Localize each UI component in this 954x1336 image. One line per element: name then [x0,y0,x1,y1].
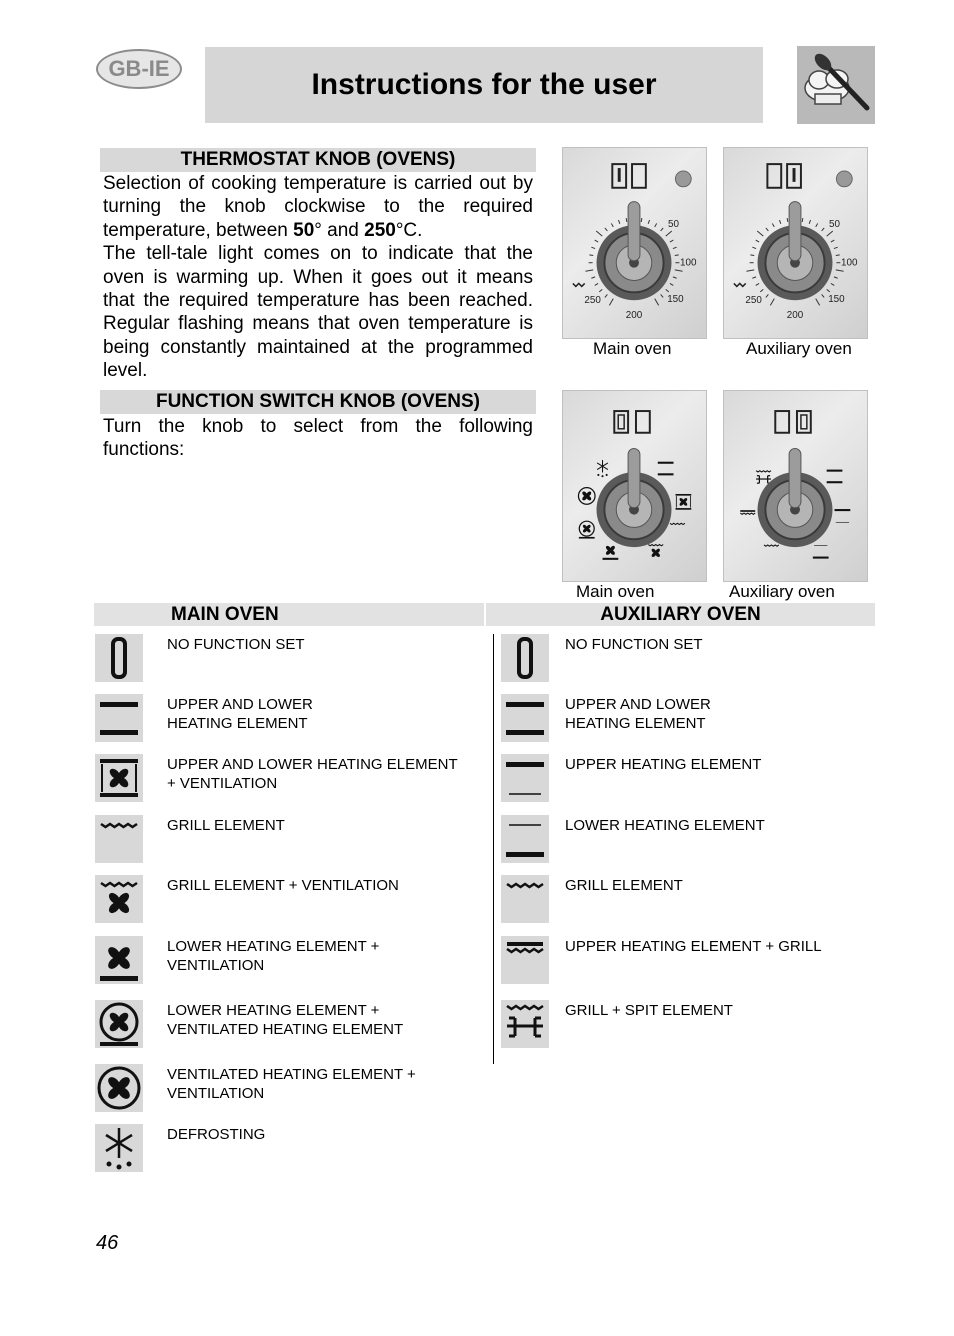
upper-grill-icon [501,936,549,984]
thermostat-caption-aux: Auxiliary oven [746,339,852,358]
function-label: NO FUNCTION SET [167,636,305,653]
thermostat-panel-aux [723,147,868,339]
lower-fan-icon [95,936,143,984]
upper-lower-heating-icon [95,694,143,742]
circular-fan-icon [95,1064,143,1112]
aux-oven-heading: AUXILIARY OVEN [486,603,875,626]
function-switch-paragraph: Turn the knob to select from the following functions: [103,416,533,461]
function-label: UPPER HEATING ELEMENT [565,756,762,773]
thermostat-heading: THERMOSTAT KNOB (OVENS) [100,148,536,172]
region-badge-text: GB-IE [108,56,170,81]
svg-text:200: 200 [786,309,804,321]
function-label: LOWER HEATING ELEMENT + VENTILATED HEATING ELEMENT [167,1002,404,1038]
function-label: DEFROSTING [167,1126,266,1143]
upper-heating-icon [501,754,549,802]
function-label: UPPER AND LOWER HEATING ELEMENT [167,696,313,732]
thermostat-paragraph-2: The tell-tale light comes on to indicate that the oven is warming up. When it goes out it means that the required temperature has been reached. Regular flashing means that oven temperature is being constantly maintained at the programmed level. [103,243,533,382]
page-title-text: Instructions for the user [311,68,657,101]
grill-icon [95,815,143,863]
thermostat-text [103,172,533,383]
upper-lower-fan-icon [95,754,143,802]
svg-text:100: 100 [680,257,697,269]
column-divider [493,634,494,1064]
svg-text:250: 250 [745,295,762,307]
page-number: 46 [96,1232,119,1254]
function-knob-aux-illustration [724,391,867,581]
function-label: VENTILATED HEATING ELEMENT + VENTILATION [167,1066,416,1102]
thermostat-paragraph-1: Selection of cooking temperature is carried out by turning the knob clockwise to the required temperature, between 50° and 250°C. [103,173,533,241]
grill-icon [501,875,549,923]
function-switch-heading: FUNCTION SWITCH KNOB (OVENS) [100,390,536,414]
svg-text:150: 150 [828,294,845,306]
svg-text:100: 100 [841,257,858,269]
svg-text:150: 150 [667,294,684,306]
function-label: NO FUNCTION SET [565,636,703,653]
lower-circular-fan-icon [95,1000,143,1048]
function-label: UPPER AND LOWER HEATING ELEMENT + VENTILATION [167,756,458,792]
page-title [205,47,763,123]
upper-lower-heating-icon [501,694,549,742]
thermostat-knob-aux-illustration [724,148,867,338]
thermostat-caption-main: Main oven [593,339,672,358]
thermostat-knob-main-illustration [563,148,706,338]
no-function-icon [501,634,549,682]
svg-text:50: 50 [667,219,679,231]
svg-text:200: 200 [625,309,643,321]
function-caption-aux: Auxiliary oven [729,582,835,601]
function-switch-text [103,415,533,462]
function-caption-main: Main oven [576,582,655,601]
chef-hat-spoon-icon [797,46,875,124]
thermostat-panel-main [562,147,707,339]
svg-text:50: 50 [828,219,840,231]
function-label: GRILL ELEMENT + VENTILATION [167,877,399,894]
grill-fan-icon [95,875,143,923]
defrost-icon [95,1124,143,1172]
svg-text:250: 250 [584,295,601,307]
grill-spit-icon [501,1000,549,1048]
no-function-icon [95,634,143,682]
function-label: GRILL ELEMENT [167,817,285,834]
function-label: LOWER HEATING ELEMENT + VENTILATION [167,938,380,974]
function-label: LOWER HEATING ELEMENT [565,817,765,834]
main-oven-heading: MAIN OVEN [94,603,484,626]
function-knob-main-illustration [563,391,706,581]
function-label: GRILL ELEMENT [565,877,683,894]
function-panel-aux [723,390,868,582]
function-label: UPPER AND LOWER HEATING ELEMENT [565,696,711,732]
region-badge [96,49,182,89]
function-label: UPPER HEATING ELEMENT + GRILL [565,938,822,955]
function-panel-main [562,390,707,582]
function-label: GRILL + SPIT ELEMENT [565,1002,733,1019]
lower-heating-icon [501,815,549,863]
